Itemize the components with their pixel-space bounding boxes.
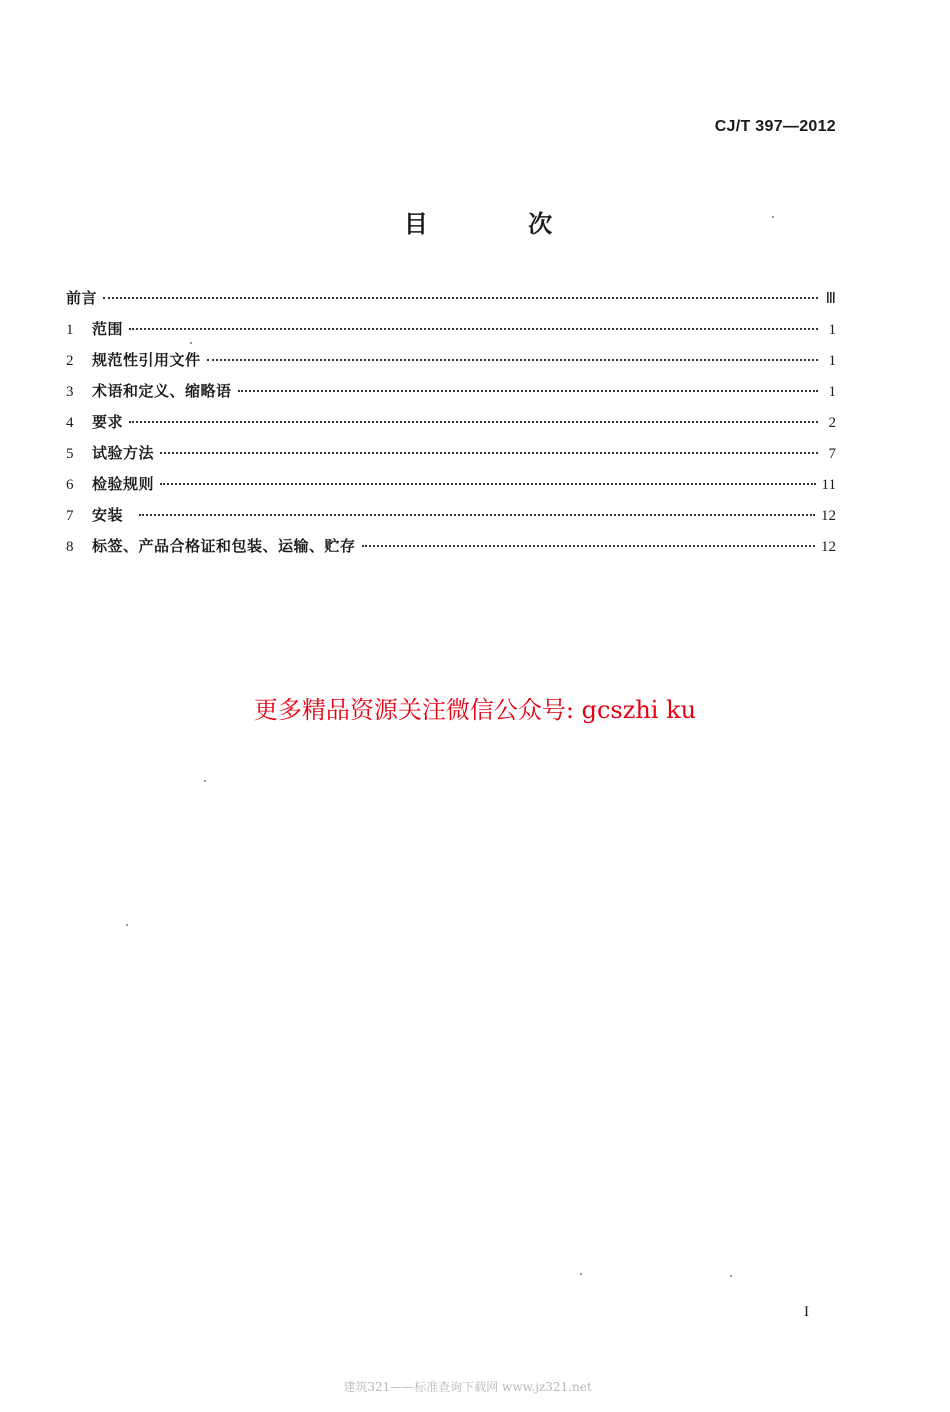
dot-leader — [362, 544, 815, 547]
scan-speck — [204, 780, 206, 782]
toc-entry-test-methods[interactable] — [66, 442, 836, 473]
toc-entry-page: 1 — [828, 384, 836, 400]
toc-entry-page: 1 — [828, 353, 836, 369]
dot-leader — [160, 482, 816, 485]
toc-entry-label: 检验规则 — [92, 475, 155, 493]
toc-entry-page: 11 — [821, 477, 836, 493]
dot-leader — [129, 420, 818, 423]
toc-entry-foreword[interactable] — [66, 287, 836, 318]
toc-entry-label: 试验方法 — [92, 444, 155, 462]
toc-entry-label: 规范性引用文件 — [92, 351, 201, 369]
dot-leader — [129, 327, 818, 330]
toc-entry-number: 7 — [66, 508, 74, 524]
toc-entry-page: 12 — [821, 508, 836, 524]
document-code: CJ/T 397—2012 — [714, 118, 836, 135]
toc-entry-label: 术语和定义、缩略语 — [92, 382, 232, 400]
toc-entry-label: 要求 — [92, 413, 124, 431]
scan-speck — [772, 216, 774, 218]
toc-entry-normative-references[interactable] — [66, 349, 836, 380]
table-of-contents — [66, 287, 836, 566]
toc-entry-label: 范围 — [92, 320, 124, 338]
toc-entry-requirements[interactable] — [66, 411, 836, 442]
toc-entry-number: 6 — [66, 477, 74, 493]
toc-entry-number: 1 — [66, 322, 74, 338]
toc-entry-page: 7 — [828, 446, 836, 462]
toc-entry-scope[interactable] — [66, 318, 836, 349]
scan-speck — [190, 342, 192, 344]
toc-entry-label: 前言 — [66, 289, 98, 307]
dot-leader — [160, 451, 818, 454]
dot-leader — [103, 296, 818, 299]
scan-speck — [730, 1275, 732, 1277]
footer-watermark: 建筑321——标准查询下载网 www.jz321.net — [343, 1380, 592, 1394]
toc-entry-number: 3 — [66, 384, 74, 400]
toc-entry-page: 12 — [821, 539, 836, 555]
promo-notice: 更多精品资源关注微信公众号: gcszhi ku — [253, 696, 697, 724]
dot-leader — [238, 389, 818, 392]
toc-entry-label: 标签、产品合格证和包装、运输、贮存 — [92, 537, 356, 555]
toc-entry-number: 4 — [66, 415, 74, 431]
toc-entry-page: 1 — [828, 322, 836, 338]
scan-speck — [126, 924, 128, 926]
toc-entry-label: 安装 — [92, 506, 124, 524]
toc-entry-number: 2 — [66, 353, 74, 369]
dot-leader — [207, 358, 818, 361]
toc-entry-page: Ⅲ — [825, 291, 836, 307]
toc-entry-terms-definitions[interactable] — [66, 380, 836, 411]
toc-entry-number: 5 — [66, 446, 74, 462]
toc-entry-inspection-rules[interactable] — [66, 473, 836, 504]
page-title: 目 次 — [403, 210, 599, 238]
dot-leader — [139, 513, 815, 516]
toc-entry-number: 8 — [66, 539, 74, 555]
scan-speck — [580, 1273, 582, 1275]
toc-entry-labeling-packaging[interactable] — [66, 535, 836, 566]
toc-entry-installation[interactable] — [66, 504, 836, 535]
toc-entry-page: 2 — [828, 415, 836, 431]
page-number: I — [804, 1304, 809, 1320]
